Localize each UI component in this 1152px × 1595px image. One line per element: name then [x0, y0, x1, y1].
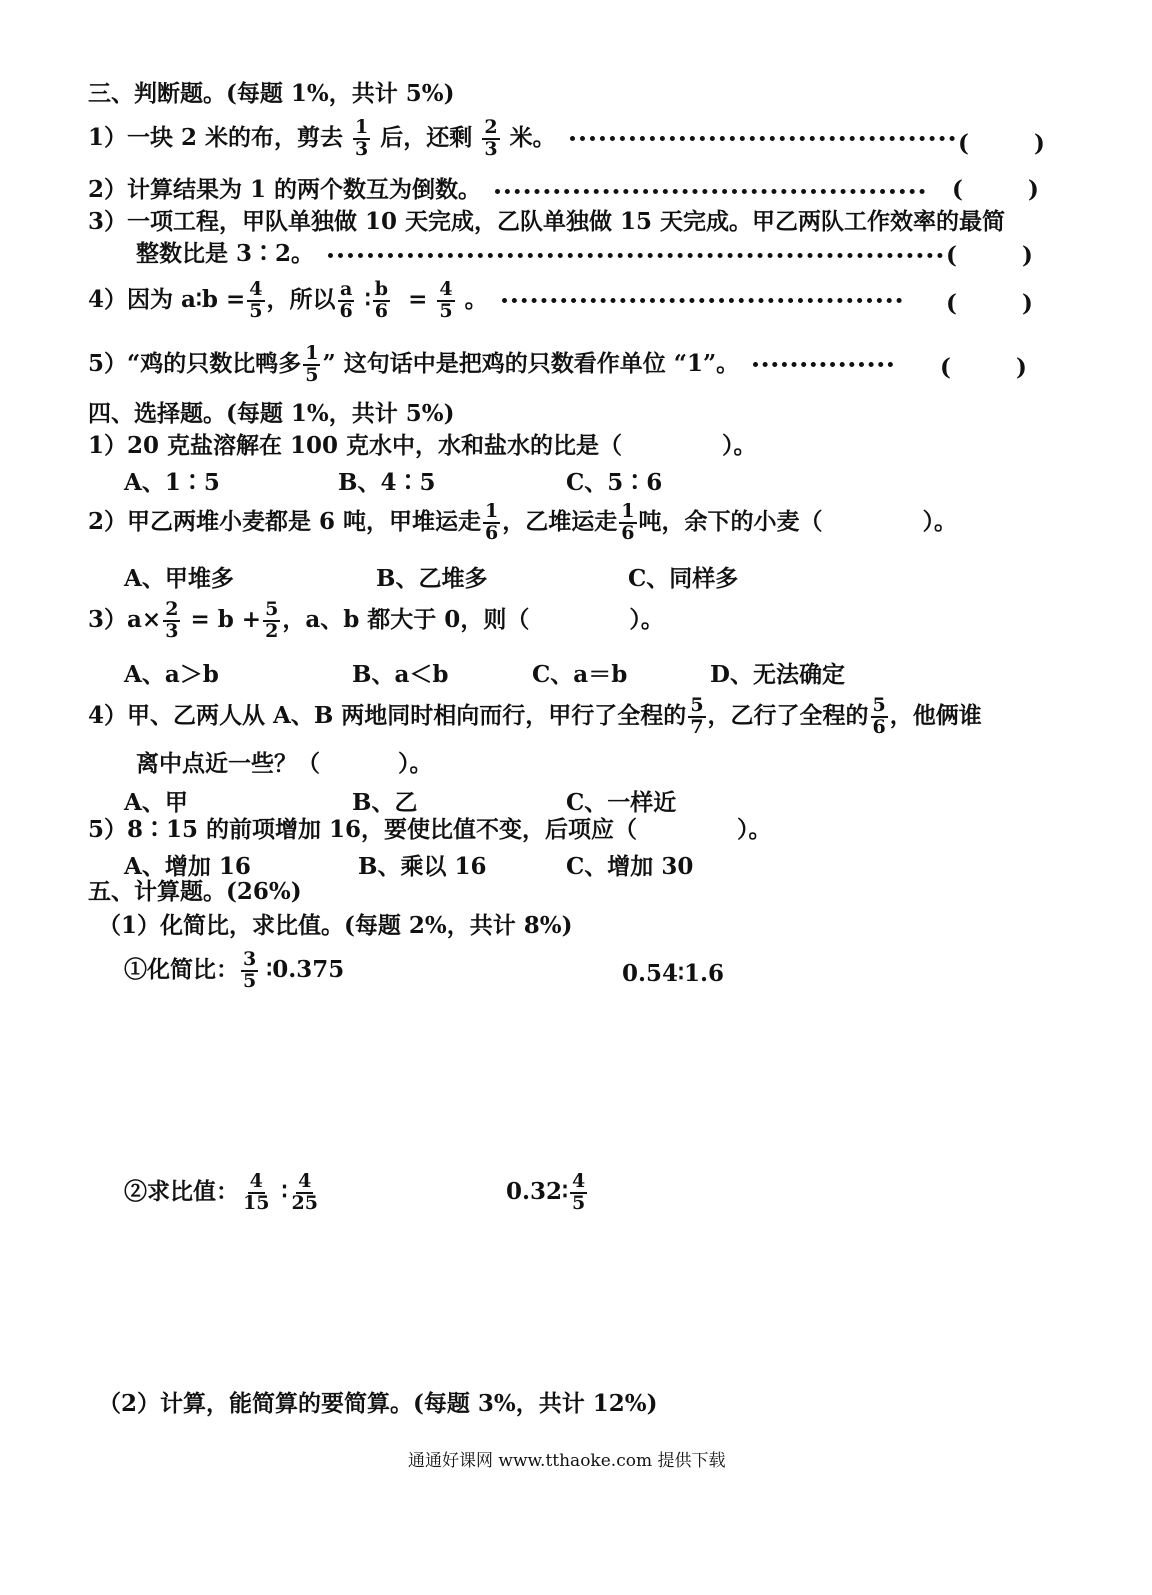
fraction: $\frac{4}{5}$ [439, 278, 453, 322]
fraction: $\frac{1}{5}$ [305, 342, 319, 386]
fraction: $\frac{3}{5}$ [243, 948, 257, 992]
choice-q3-close: ）。 [629, 605, 664, 633]
ratio-label: ②求比值： [124, 1177, 239, 1205]
choice-q5-option-b: B、乘以 16 [358, 853, 487, 880]
choice-q5-option-c: C、增加 30 [566, 853, 694, 880]
dot-leader [502, 298, 902, 303]
choice-q5-option-a: A、增加 16 [124, 853, 251, 880]
judge-q1-text: 1）一块 2 米的布，剪去 [88, 123, 344, 151]
choice-q2-close: ）。 [922, 507, 957, 535]
judge-q3-line1: 3）一项工程，甲队单独做 10 天完成，乙队单独做 15 天完成。甲乙两队工作效率的最简 [88, 208, 1006, 235]
answer-paren-open: ( [946, 242, 957, 269]
choice-q4 [88, 696, 982, 738]
choice-q3-option-c: C、a＝b [532, 661, 628, 688]
dot-leader [495, 189, 925, 194]
simplify-ratio-q1 [124, 950, 344, 992]
ratio-colon: ∶ [281, 1177, 288, 1205]
judge-q4-colon: ∶ [364, 285, 371, 313]
judge-q5-post: ” 这句话中是把鸡的只数看作单位 “1”。 [322, 349, 740, 377]
fraction: $\frac{1}{6}$ [621, 500, 635, 544]
choice-q3-option-a: A、a＞b [124, 661, 219, 688]
fraction: $\frac{4}{15}$ [243, 1170, 270, 1214]
choice-q3-post: ，a、b 都大于 0，则（ [282, 605, 530, 633]
choice-q2-option-a: A、甲堆多 [124, 565, 234, 592]
judge-q5-text: 5）“鸡的只数比鸭多 [88, 349, 302, 377]
answer-paren-open: ( [958, 130, 969, 157]
choice-q2 [88, 502, 957, 544]
choice-q3-option-d: D、无法确定 [710, 661, 845, 688]
choice-q1-option-a: A、1∶5 [124, 469, 220, 496]
section-5-heading: 五、计算题。(26%) [88, 878, 302, 905]
choice-q1-option-c: C、5∶6 [566, 469, 663, 496]
judge-q4-mid: ，所以 [266, 285, 336, 313]
fraction: $\frac{5}{7}$ [690, 694, 704, 738]
judge-q2 [88, 178, 931, 201]
choice-q3 [88, 600, 664, 642]
choice-q2-mid: ，乙堆运走 [502, 507, 618, 535]
judge-q3-line2 [136, 242, 949, 265]
dot-leader [328, 253, 943, 258]
judge-q1-post: 米。 [509, 123, 556, 151]
choice-q5-close: ）。 [737, 816, 772, 843]
answer-paren-open: ( [940, 354, 951, 381]
choice-q2-option-b: B、乙堆多 [376, 565, 488, 592]
choice-q2-option-c: C、同样多 [628, 565, 739, 592]
judge-q3-text: 整数比是 3∶2。 [136, 240, 315, 267]
fraction: $\frac{4}{5}$ [572, 1170, 586, 1214]
judge-q4-post: 。 [464, 285, 488, 313]
ratio-value-q1 [124, 1172, 322, 1214]
choice-q1-text: 1）20 克盐溶解在 100 克水中，水和盐水的比是（ [88, 432, 623, 459]
choice-q3-text: 3）a× [88, 605, 162, 633]
answer-paren-open: ( [946, 290, 957, 317]
choice-q1 [88, 434, 757, 457]
choice-q4-mid: ，乙行了全程的 [707, 701, 869, 729]
choice-q1-close: ）。 [722, 432, 757, 459]
choice-q4-option-b: B、乙 [352, 789, 418, 816]
answer-paren-open: ( [952, 176, 963, 203]
choice-q4-post: ，他俩谁 [889, 701, 982, 729]
judge-q2-text: 2）计算结果为 1 的两个数互为倒数。 [88, 176, 482, 203]
fraction: $\frac{4}{5}$ [249, 278, 263, 322]
ratio-value-q2 [506, 1172, 589, 1214]
answer-paren-close: ) [1028, 176, 1039, 203]
choice-q2-text: 2）甲乙两堆小麦都是 6 吨，甲堆运走 [88, 507, 482, 535]
choice-q5 [88, 818, 772, 841]
choice-q2-post: 吨，余下的小麦（ [638, 507, 823, 535]
simplify-rest: ∶0.375 [266, 955, 345, 983]
simplify-ratio-q2: 0.54∶1.6 [622, 960, 725, 987]
fraction: $\frac{1}{6}$ [485, 500, 499, 544]
choice-q4-option-a: A、甲 [124, 789, 188, 816]
dot-leader [753, 362, 893, 367]
choice-q4-text: 4）甲、乙两人从 A、B 两地同时相向而行，甲行了全程的 [88, 701, 687, 729]
fraction: $\frac{2}{3}$ [165, 598, 179, 642]
answer-paren-close: ) [1022, 242, 1033, 269]
section-3-heading: 三、判断题。(每题 1%，共计 5%) [88, 80, 455, 107]
choice-q4-line2 [136, 752, 433, 775]
section-5-sub2: （2）计算，能简算的要简算。(每题 3%，共计 12%) [98, 1390, 658, 1417]
choice-q1-option-b: B、4∶5 [338, 469, 436, 496]
fraction: $\frac{2}{3}$ [484, 116, 498, 160]
fraction: $\frac{b}{6}$ [374, 278, 389, 322]
fraction: $\frac{a}{6}$ [339, 278, 353, 322]
choice-q4-line2-text: 离中点近一些？（ [136, 750, 320, 777]
choice-q3-option-b: B、a＜b [352, 661, 449, 688]
judge-q4-text: 4）因为 a∶b = [88, 285, 246, 313]
fraction: $\frac{4}{25}$ [291, 1170, 318, 1214]
choice-q5-text: 5）8∶15 的前项增加 16，要使比值不变，后项应（ [88, 816, 638, 843]
section-4-heading: 四、选择题。(每题 1%，共计 5%) [88, 400, 455, 427]
judge-q4 [88, 280, 908, 322]
footer-source: 通通好课网 www.tthaoke.com 提供下载 [408, 1451, 726, 1471]
judge-q1-mid: 后，还剩 [380, 123, 473, 151]
fraction: $\frac{5}{2}$ [265, 598, 279, 642]
judge-q5 [88, 344, 899, 386]
choice-q4-option-c: C、一样近 [566, 789, 677, 816]
simplify-label: ①化简比： [124, 955, 239, 983]
choice-q4-close: ）。 [398, 750, 433, 777]
judge-q1 [88, 118, 961, 160]
answer-paren-close: ) [1034, 130, 1045, 157]
choice-q3-mid: = b + [190, 605, 262, 633]
fraction: $\frac{1}{3}$ [355, 116, 369, 160]
dot-leader [570, 136, 955, 141]
ratio-second-text: 0.32∶ [506, 1177, 569, 1205]
judge-q4-eq: = [408, 285, 428, 313]
answer-paren-close: ) [1016, 354, 1027, 381]
section-5-sub1: （1）化简比，求比值。(每题 2%，共计 8%) [98, 912, 573, 939]
answer-paren-close: ) [1022, 290, 1033, 317]
fraction: $\frac{5}{6}$ [872, 694, 886, 738]
